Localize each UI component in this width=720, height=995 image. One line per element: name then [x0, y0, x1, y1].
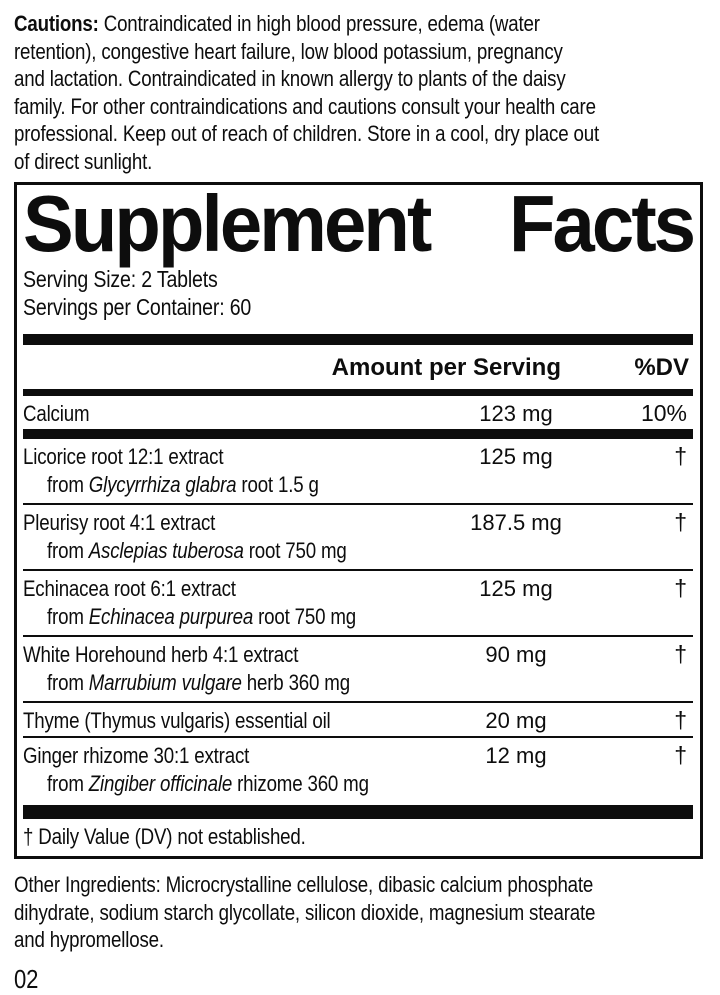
divider-bar — [23, 334, 693, 345]
ingredient-dv: † — [674, 742, 687, 768]
serving-size: Serving Size: 2 Tablets — [23, 266, 218, 292]
ingredient-dv: † — [674, 707, 687, 733]
other-ingredients-line: Other Ingredients: Microcrystalline cellulose, dibasic calcium phosphate — [14, 872, 594, 897]
title-word-facts: Facts — [508, 182, 694, 268]
supplement-facts-panel — [14, 182, 703, 859]
ingredient-dv: † — [674, 575, 687, 601]
ingredient-name: Calcium — [23, 401, 90, 426]
caution-line: and lactation. Contraindicated in known allergy to plants of the daisy — [14, 66, 566, 91]
caution-line: professional. Keep out of reach of children. Store in a cool, dry place out — [14, 121, 599, 146]
ingredient-name: White Horehound herb 4:1 extract — [23, 642, 299, 667]
ingredient-amount: 90 mg — [485, 642, 547, 667]
column-header-amount: Amount per Serving — [331, 354, 561, 381]
other-ingredients-paragraph — [14, 871, 710, 954]
ingredient-amount: 20 mg — [485, 708, 547, 733]
title-word-supplement: Supplement — [23, 182, 430, 268]
ingredient-name: Echinacea root 6:1 extract — [23, 576, 236, 601]
ingredient-name: Thyme (Thymus vulgaris) essential oil — [23, 708, 331, 733]
ingredient-name: Licorice root 12:1 extract — [23, 444, 224, 469]
ingredient-row-calcium — [23, 396, 693, 429]
table-header-row — [23, 345, 693, 389]
ingredient-row-thyme — [23, 703, 693, 736]
caution-line — [14, 10, 710, 38]
dv-footnote: † Daily Value (DV) not established. — [23, 824, 306, 849]
divider-bar — [23, 389, 693, 396]
ingredient-dv: † — [674, 509, 687, 535]
ingredient-row-licorice — [23, 439, 693, 503]
supplement-facts-title — [23, 182, 694, 268]
ingredient-row-ginger — [23, 738, 693, 802]
ingredient-amount: 125 mg — [479, 444, 553, 469]
caution-line: retention), congestive heart failure, low blood potassium, pregnancy — [14, 38, 563, 64]
caution-line: of direct sunlight. — [14, 148, 153, 174]
ingredient-source: from Zingiber officinale rhizome 360 mg — [47, 771, 369, 796]
ingredient-source: from Asclepias tuberosa root 750 mg — [47, 538, 347, 563]
other-ingredients-line: dihydrate, sodium starch glycollate, silicon dioxide, magnesium stearate — [14, 899, 596, 925]
ingredient-source: from Marrubium vulgare herb 360 mg — [47, 670, 350, 695]
ingredient-source: from Echinacea purpurea root 750 mg — [47, 604, 357, 629]
caution-line-text: Contraindicated in high blood pressure, edema (water — [103, 11, 540, 36]
ingredient-amount: 123 mg — [479, 401, 553, 426]
ingredient-dv: † — [674, 443, 687, 469]
servings-per-container: Servings per Container: 60 — [23, 294, 252, 320]
ingredient-row-white-horehound — [23, 637, 693, 701]
ingredient-amount: 187.5 mg — [470, 510, 562, 535]
ingredient-row-pleurisy — [23, 505, 693, 569]
page-number: 02 — [14, 963, 39, 994]
ingredient-row-echinacea — [23, 571, 693, 635]
ingredient-dv: 10% — [640, 400, 687, 426]
ingredient-name: Ginger rhizome 30:1 extract — [23, 743, 250, 768]
cautions-paragraph — [14, 10, 710, 175]
column-header-dv: %DV — [634, 354, 689, 381]
caution-line: family. For other contraindications and cautions consult your health care — [14, 93, 596, 119]
ingredient-amount: 125 mg — [479, 576, 553, 601]
divider-bar — [23, 805, 693, 819]
other-ingredients-line: and hypromellose. — [14, 927, 164, 952]
ingredient-source: from Glycyrrhiza glabra root 1.5 g — [47, 472, 319, 497]
ingredient-amount: 12 mg — [485, 743, 547, 768]
ingredient-dv: † — [674, 641, 687, 667]
divider-bar — [23, 429, 693, 439]
ingredient-name: Pleurisy root 4:1 extract — [23, 510, 216, 535]
cautions-label: Cautions: — [14, 11, 99, 36]
